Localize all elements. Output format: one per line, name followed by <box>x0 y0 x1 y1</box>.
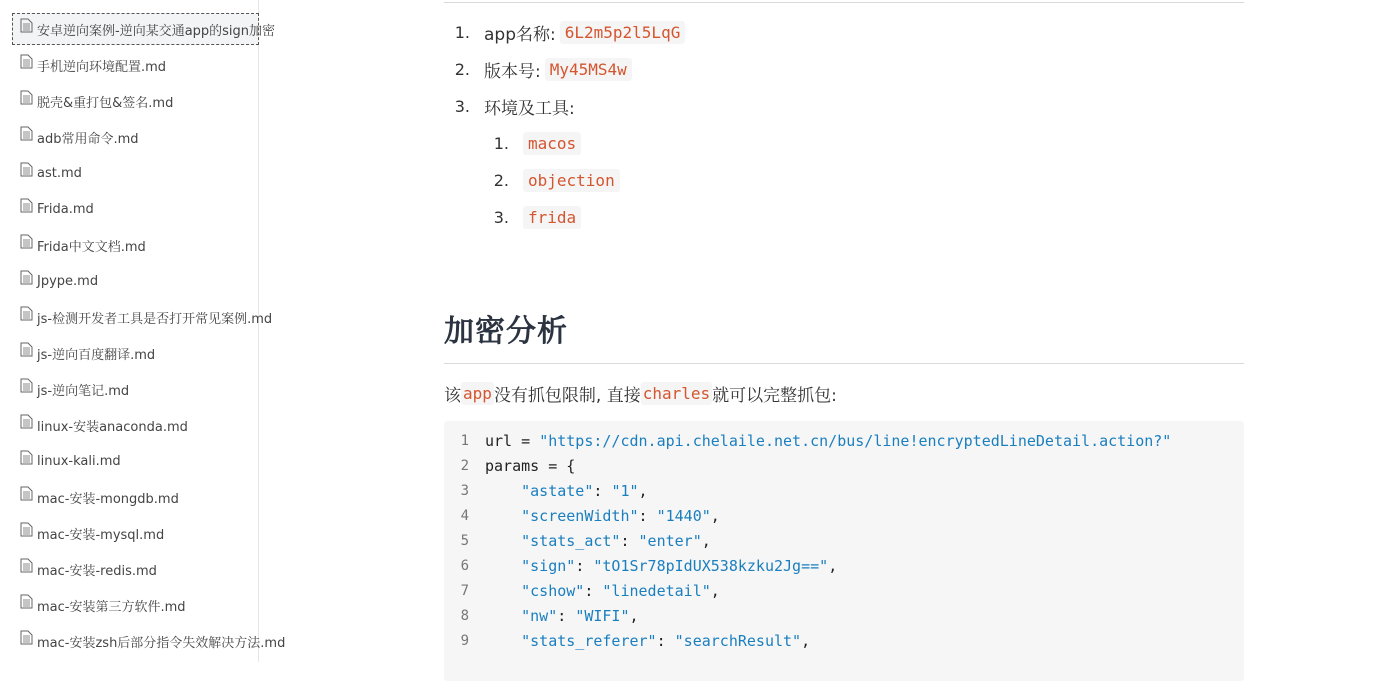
code-indent <box>485 532 521 550</box>
code-text: : <box>584 581 603 600</box>
line-number: 3 <box>460 482 469 499</box>
code-key: "nw" <box>521 606 558 625</box>
code-block[interactable] <box>444 421 1244 681</box>
code-line <box>444 453 1244 478</box>
sublist-item <box>483 204 581 230</box>
code-string: "enter" <box>638 531 702 550</box>
document-icon <box>20 306 33 321</box>
inline-code: charles <box>642 383 711 403</box>
file-label: mac-安装-mysql.md <box>37 527 165 543</box>
file-item[interactable] <box>12 445 259 477</box>
code-text: : <box>575 556 594 575</box>
code-text: params = { <box>485 456 576 475</box>
code-line <box>444 553 1244 578</box>
file-item-active[interactable] <box>12 13 276 45</box>
code-indent <box>485 632 521 650</box>
line-number: 1 <box>460 432 469 449</box>
document-icon <box>20 270 33 285</box>
file-item[interactable] <box>12 265 259 297</box>
file-label: 脱壳&重打包&签名.md <box>37 95 174 111</box>
inline-code: objection <box>523 169 620 192</box>
list-item <box>444 93 575 119</box>
code-line <box>444 628 1244 653</box>
file-item[interactable] <box>12 481 259 513</box>
file-item[interactable] <box>12 301 273 333</box>
file-item[interactable] <box>12 625 286 657</box>
line-number: 9 <box>460 632 469 649</box>
file-item[interactable] <box>12 49 259 81</box>
inline-code: 6L2m5p2l5LqG <box>560 21 686 44</box>
document-icon <box>20 594 33 609</box>
code-key: "astate" <box>521 481 594 500</box>
file-item[interactable] <box>12 121 259 153</box>
code-line <box>444 503 1244 528</box>
file-label: linux-kali.md <box>37 453 121 469</box>
document-icon <box>20 162 33 177</box>
file-item[interactable] <box>12 193 259 225</box>
file-label: js-检测开发者工具是否打开常见案例.md <box>37 311 273 327</box>
document-icon <box>20 198 33 213</box>
code-string: "WIFI" <box>575 606 630 625</box>
line-number: 5 <box>460 532 469 549</box>
file-label: Jpype.md <box>37 273 99 289</box>
code-key: "sign" <box>521 556 576 575</box>
code-indent <box>485 557 521 575</box>
file-label: js-逆向百度翻译.md <box>37 347 156 363</box>
code-string: "1440" <box>656 506 711 525</box>
document-icon <box>20 378 33 393</box>
document-icon <box>20 126 33 141</box>
code-text: , <box>701 531 711 550</box>
code-text: : <box>620 531 639 550</box>
file-label: mac-安装第三方软件.md <box>37 599 186 615</box>
code-string: "searchResult" <box>674 631 802 650</box>
line-number: 7 <box>460 582 469 599</box>
document-icon <box>20 630 33 645</box>
code-text: , <box>638 481 648 500</box>
file-label: linux-安装anaconda.md <box>37 419 188 435</box>
line-number: 2 <box>460 457 469 474</box>
file-label: adb常用命令.md <box>37 131 139 147</box>
code-line <box>444 603 1244 628</box>
code-string: "https://cdn.api.chelaile.net.cn/bus/line!encryptedLineDetail.action?" <box>539 431 1172 450</box>
code-indent <box>485 607 521 625</box>
document-icon <box>20 414 33 429</box>
code-key: "stats_act" <box>521 531 621 550</box>
file-item[interactable] <box>12 337 259 369</box>
file-label: mac-安装zsh后部分指令失效解决方法.md <box>37 635 286 651</box>
document-icon <box>20 450 33 465</box>
file-item[interactable] <box>12 517 259 549</box>
file-label: ast.md <box>37 165 82 181</box>
line-number: 6 <box>460 557 469 574</box>
code-text: : <box>656 631 675 650</box>
code-line <box>444 478 1244 503</box>
code-text: , <box>801 631 811 650</box>
sublist-item <box>483 167 620 193</box>
list-number: 2. <box>454 59 470 79</box>
document-icon <box>20 486 33 501</box>
code-line <box>444 528 1244 553</box>
inline-code: My45MS4w <box>545 58 632 81</box>
line-number: 4 <box>460 507 469 524</box>
file-label: mac-安装-mongdb.md <box>37 491 179 507</box>
paragraph-text: 就可以完整抓包: <box>712 385 837 406</box>
document-icon <box>20 18 33 33</box>
file-label: Frida中文文档.md <box>37 239 146 255</box>
code-text: , <box>828 556 838 575</box>
list-label: app名称: <box>484 24 556 45</box>
list-label: 环境及工具: <box>484 98 575 119</box>
code-string: "1" <box>611 481 639 500</box>
inline-code: frida <box>523 206 581 229</box>
code-string: "linedetail" <box>602 581 711 600</box>
list-item <box>444 19 685 45</box>
code-key: "cshow" <box>521 581 585 600</box>
code-line <box>444 578 1244 603</box>
code-line <box>444 428 1244 453</box>
document-icon <box>20 234 33 249</box>
list-number: 3. <box>454 96 470 116</box>
file-item[interactable] <box>12 589 259 621</box>
document-icon <box>20 54 33 69</box>
file-label: 手机逆向环境配置.md <box>37 59 167 75</box>
section-heading: 加密分析 <box>444 314 568 349</box>
file-label: 安卓逆向案例-逆向某交通app的sign加密 <box>37 23 276 39</box>
document-icon <box>20 522 33 537</box>
section-divider <box>444 2 1244 3</box>
sublist-item <box>483 130 581 156</box>
file-item[interactable] <box>12 157 259 189</box>
code-text: : <box>638 506 657 525</box>
file-item[interactable] <box>12 553 259 585</box>
inline-code: app <box>463 383 492 403</box>
code-text: , <box>710 581 720 600</box>
code-indent <box>485 507 521 525</box>
file-label: Frida.md <box>37 201 94 217</box>
document-icon <box>20 90 33 105</box>
list-number: 1. <box>493 133 509 153</box>
document-content <box>444 0 1244 662</box>
inline-code: macos <box>523 132 581 155</box>
file-item[interactable] <box>12 373 259 405</box>
file-label: js-逆向笔记.md <box>37 383 130 399</box>
file-sidebar <box>0 0 286 662</box>
code-indent <box>485 582 521 600</box>
code-text: , <box>629 606 639 625</box>
list-number: 1. <box>454 22 470 42</box>
list-label: 版本号: <box>484 61 541 82</box>
list-number: 3. <box>493 207 509 227</box>
document-icon <box>20 558 33 573</box>
code-indent <box>485 482 521 500</box>
code-text: : <box>593 481 612 500</box>
code-string: "tO1Sr78pIdUX538kzku2Jg==" <box>593 556 829 575</box>
list-number: 2. <box>493 170 509 190</box>
file-item[interactable] <box>12 409 259 441</box>
paragraph <box>444 380 837 406</box>
code-text: : <box>557 606 576 625</box>
document-icon <box>20 342 33 357</box>
file-item[interactable] <box>12 229 259 261</box>
heading-divider <box>444 363 1244 364</box>
list-item <box>444 56 632 82</box>
paragraph-text: 该 <box>444 385 461 406</box>
file-item[interactable] <box>12 85 259 117</box>
paragraph-text: 没有抓包限制, 直接 <box>493 385 641 406</box>
code-key: "stats_referer" <box>521 631 657 650</box>
line-number: 8 <box>460 607 469 624</box>
code-key: "screenWidth" <box>521 506 639 525</box>
code-text: url = <box>485 431 540 450</box>
code-text: , <box>710 506 720 525</box>
file-label: mac-安装-redis.md <box>37 563 157 579</box>
